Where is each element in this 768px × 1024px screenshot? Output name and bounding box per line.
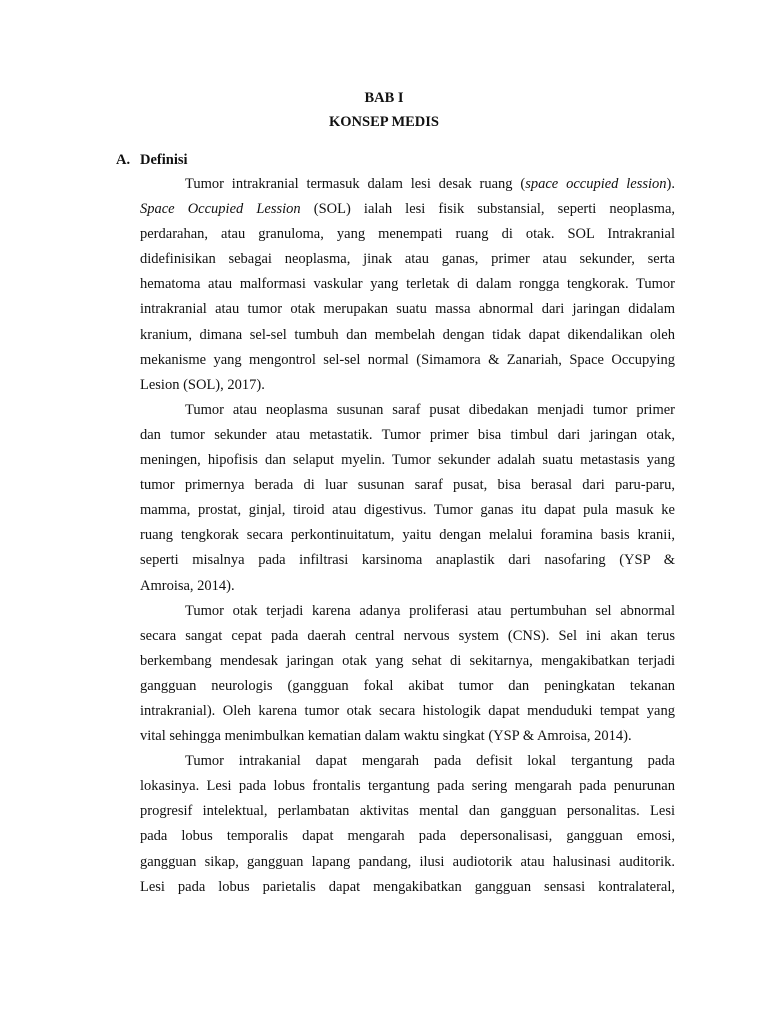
chapter-title: KONSEP MEDIS xyxy=(329,114,439,130)
text-line: Space Occupied Lession (SOL) ialah lesi fisik substansial, seperti neoplasma, xyxy=(140,201,676,218)
text-line: ruang tengkorak secara perkontinuitatum, yaitu dengan melalui foramina basis kranii, xyxy=(140,527,675,544)
text-line: Tumor atau neoplasma susunan saraf pusat dibedakan menjadi tumor primer xyxy=(185,401,675,418)
text-line: vital sehingga menimbulkan kematian dalam waktu singkat (YSP & Amroisa, 2014). xyxy=(140,728,632,745)
text-line: tumor primernya berada di luar susunan saraf pusat, bisa berasal dari paru-paru, xyxy=(140,477,675,494)
italic-term: Space Occupied Lession xyxy=(140,201,301,218)
body-text xyxy=(140,172,675,900)
paragraph xyxy=(140,599,675,750)
text-line: perdarahan, atau granuloma, yang menempati ruang di otak. SOL Intrakranial xyxy=(140,226,675,243)
text-line: mamma, prostat, ginjal, tiroid atau digestivus. Tumor ganas itu dapat pula masuk ke xyxy=(140,502,675,519)
text-line: hematoma atau malformasi vaskular yang terletak di dalam rongga tengkorak. Tumor xyxy=(140,276,675,293)
text-line: Tumor intrakranial termasuk dalam lesi desak ruang (space occupied lession). xyxy=(185,176,675,192)
text-line: seperti misalnya pada infiltrasi karsinoma anaplastik dari nasofaring (YSP & xyxy=(140,552,675,569)
italic-term: space occupied lession xyxy=(525,176,667,192)
text-line: pada lobus temporalis dapat mengarah pada depersonalisasi, gangguan emosi, xyxy=(140,828,675,845)
text-line: intrakranial atau tumor otak merupakan suatu massa abnormal dari jaringan didalam xyxy=(140,301,675,318)
section-title: Definisi xyxy=(140,152,188,168)
text-line: berkembang mendesak jaringan otak yang sehat di sekitarnya, mengakibatkan terjadi xyxy=(140,652,675,669)
text-line: lokasinya. Lesi pada lobus frontalis tergantung pada sering mengarah pada penurunan xyxy=(140,778,675,795)
text-line: progresif intelektual, perlambatan aktivitas mental dan gangguan personalitas. Lesi xyxy=(140,803,675,820)
text-line: gangguan neurologis (gangguan fokal akibat tumor dan peningkatan tekanan xyxy=(140,677,675,694)
text-line: Tumor intrakanial dapat mengarah pada defisit lokal tergantung pada xyxy=(185,753,675,770)
section-number: A. xyxy=(116,152,131,168)
text-line: Lesi pada lobus parietalis dapat mengakibatkan gangguan sensasi kontralateral, xyxy=(140,878,675,895)
text-line: didefinisikan sebagai neoplasma, jinak atau ganas, primer atau sekunder, serta xyxy=(140,251,675,268)
text-line: gangguan sikap, gangguan lapang pandang, ilusi audiotorik atau halusinasi auditorik. xyxy=(140,853,675,870)
text-line: secara sangat cepat pada daerah central nervous system (CNS). Sel ini akan terus xyxy=(140,627,675,644)
text-line: Lesion (SOL), 2017). xyxy=(140,376,265,393)
text-line: mekanisme yang mengontrol sel-sel normal (Simamora & Zanariah, Space Occupying xyxy=(140,351,675,368)
text-line: meningen, hipofisis dan selaput myelin. Tumor sekunder adalah suatu metastasis yang xyxy=(140,452,675,469)
paragraph xyxy=(140,172,675,398)
chapter-label: BAB I xyxy=(364,90,404,106)
text-line: Tumor otak terjadi karena adanya proliferasi atau pertumbuhan sel abnormal xyxy=(185,602,675,619)
paragraph xyxy=(140,749,675,900)
text-line: intrakranial). Oleh karena tumor otak secara histologik dapat menduduki tempat yang xyxy=(140,702,675,719)
paragraph xyxy=(140,398,675,599)
text-line: dan tumor sekunder atau metastatik. Tumor primer bisa timbul dari jaringan otak, xyxy=(140,426,675,443)
section-heading xyxy=(116,151,188,169)
text-line: kranium, dimana sel-sel tumbuh dan membelah dengan tidak dapat dikendalikan oleh xyxy=(140,326,675,343)
text-line: Amroisa, 2014). xyxy=(140,577,235,594)
